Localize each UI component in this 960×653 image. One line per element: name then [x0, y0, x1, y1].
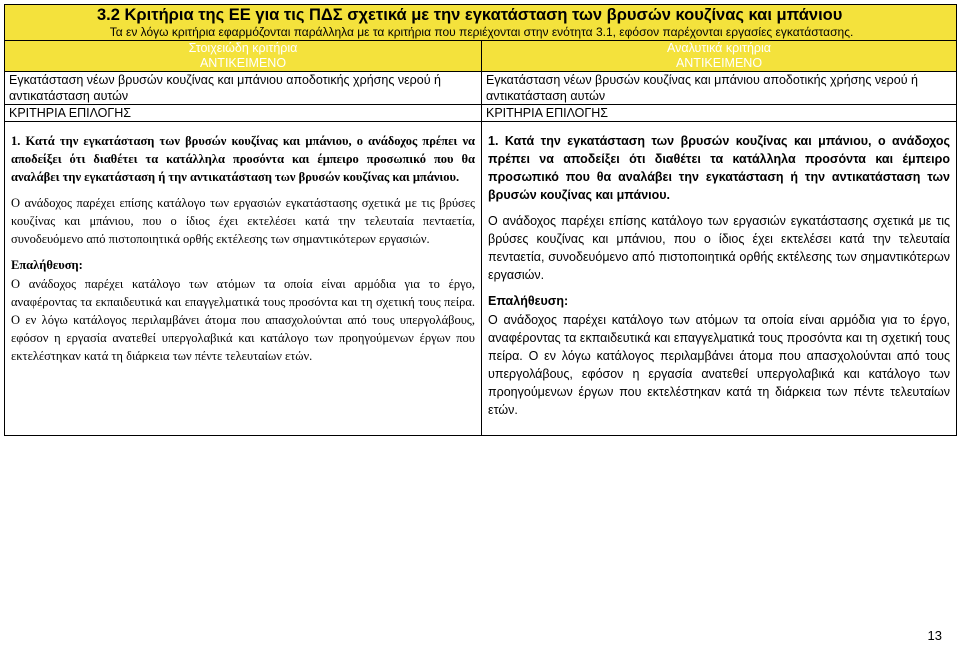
- document-subtitle: Τα εν λόγω κριτήρια εφαρμόζονται παράλληλα με τα κριτήρια που περιέχονται στην ενότητα 3.1, εφόσον παρέχονται εργασίες εγκατάστασης.: [109, 25, 854, 39]
- document-page: [4, 4, 956, 436]
- left-verification-label: Επαλήθευση:: [11, 258, 83, 272]
- right-verification-text: Ο ανάδοχος παρέχει κατάλογο των ατόμων τα οποία είναι αρμόδια για το έργο, αναφέροντας τα εκπαιδευτικά και επαγγελματικά τους προσόντα και τη σχετική τους πείρα. Ο εν λόγω κατάλογος περιλαμβάνει άτομα που απασχολούνται από τους υπεργολάβους, εφόσον η εργασία ανατεθεί υπεργολαβικά και κατάλογο των προηγούμενων έργων που εκτελέστηκαν κατά τη διάρκεια των πέντε τελευταίων ετών.: [488, 313, 951, 417]
- title-row: [5, 5, 957, 41]
- left-column-header: Στοιχειώδη κριτήρια: [188, 41, 298, 55]
- right-column-header: Αναλυτικά κριτήρια: [666, 41, 772, 55]
- column-header-row: [5, 41, 957, 72]
- left-object-text: Εγκατάσταση νέων βρυσών κουζίνας και μπάνιου αποδοτικής χρήσης νερού ή αντικατάσταση αυτών: [9, 73, 441, 103]
- right-verification-label: Επαλήθευση:: [488, 294, 569, 308]
- right-criteria-label-cell: [482, 105, 957, 122]
- title-cell: [5, 5, 957, 41]
- left-criteria-label-cell: [5, 105, 482, 122]
- left-criteria-body: [5, 122, 482, 436]
- left-object-cell: [5, 72, 482, 105]
- criteria-table: [4, 4, 957, 436]
- left-verification-text: Ο ανάδοχος παρέχει κατάλογο των ατόμων τα οποία είναι αρμόδια για το έργο, αναφέροντας τα εκπαιδευτικά και επαγγελματικά τους προσόντα και τη σχετική τους πείρα. Ο εν λόγω κατάλογος περιλαμβάνει άτομα που απασχολούνται από τους υπεργολάβους, εφόσον η εργασία ανατεθεί υπεργολαβικά και κατάλογο των προηγούμενων έργων που εκτελέστηκαν κατά τη διάρκεια των πέντε τελευταίων ετών.: [11, 277, 475, 363]
- left-criteria-label: ΚΡΙΤΗΡΙΑ ΕΠΙΛΟΓΗΣ: [9, 106, 132, 120]
- right-criterion-1: 1. Κατά την εγκατάσταση των βρυσών κουζίνας και μπάνιου, ο ανάδοχος πρέπει να αποδείξει ότι διαθέτει τα κατάλληλα προσόντα και έμπειρο προσωπικό που θα αναλάβει την εγκατάσταση ή την αντικατάσταση των βρυσών κουζίνας και μπάνιου.: [488, 134, 951, 202]
- left-paragraph-2: Ο ανάδοχος παρέχει επίσης κατάλογο των εργασιών εγκατάστασης σχετικά με τις βρύσες κουζίνας και μπάνιου, που ο ίδιος έχει εκτελέσει κατά την τελευταία πενταετία, συνοδευόμενο από πιστοποιητικά ορθής εκτέλεσης των σημαντικότερων εργασιών.: [11, 196, 475, 246]
- right-paragraph-2: Ο ανάδοχος παρέχει επίσης κατάλογο των εργασιών εγκατάστασης σχετικά με τις βρύσες κουζίνας και μπάνιου, που ο ίδιος έχει εκτελέσει κατά την τελευταία πενταετία, συνοδευόμενο από πιστοποιητικά ορθής εκτέλεσης των σημαντικότερων εργασιών.: [488, 214, 951, 282]
- right-header-cell: [482, 41, 957, 72]
- left-criterion-1: 1. Κατά την εγκατάσταση των βρυσών κουζίνας και μπάνιου, ο ανάδοχος πρέπει να αποδείξει ότι διαθέτει τα κατάλληλα προσόντα και έμπειρο προσωπικό που θα αναλάβει την εγκατάσταση ή την αντικατάσταση των βρυσών κουζίνας και μπάνιου.: [11, 134, 475, 184]
- right-criteria-label: ΚΡΙΤΗΡΙΑ ΕΠΙΛΟΓΗΣ: [486, 106, 609, 120]
- criteria-label-row: [5, 105, 957, 122]
- right-object-text: Εγκατάσταση νέων βρυσών κουζίνας και μπάνιου αποδοτικής χρήσης νερού ή αντικατάσταση αυτών: [486, 73, 918, 103]
- document-title: 3.2 Κριτήρια της ΕΕ για τις ΠΔΣ σχετικά με την εγκατάσταση των βρυσών κουζίνας και μπάνιου: [97, 6, 843, 24]
- left-header-cell: [5, 41, 482, 72]
- criteria-body-row: [5, 122, 957, 436]
- right-object-cell: [482, 72, 957, 105]
- right-criteria-body: [482, 122, 957, 436]
- object-row: [5, 72, 957, 105]
- right-object-label: ΑΝΤΙΚΕΙΜΕΝΟ: [675, 56, 763, 70]
- page-number: 13: [927, 628, 942, 643]
- left-object-label: ΑΝΤΙΚΕΙΜΕΝΟ: [199, 56, 287, 70]
